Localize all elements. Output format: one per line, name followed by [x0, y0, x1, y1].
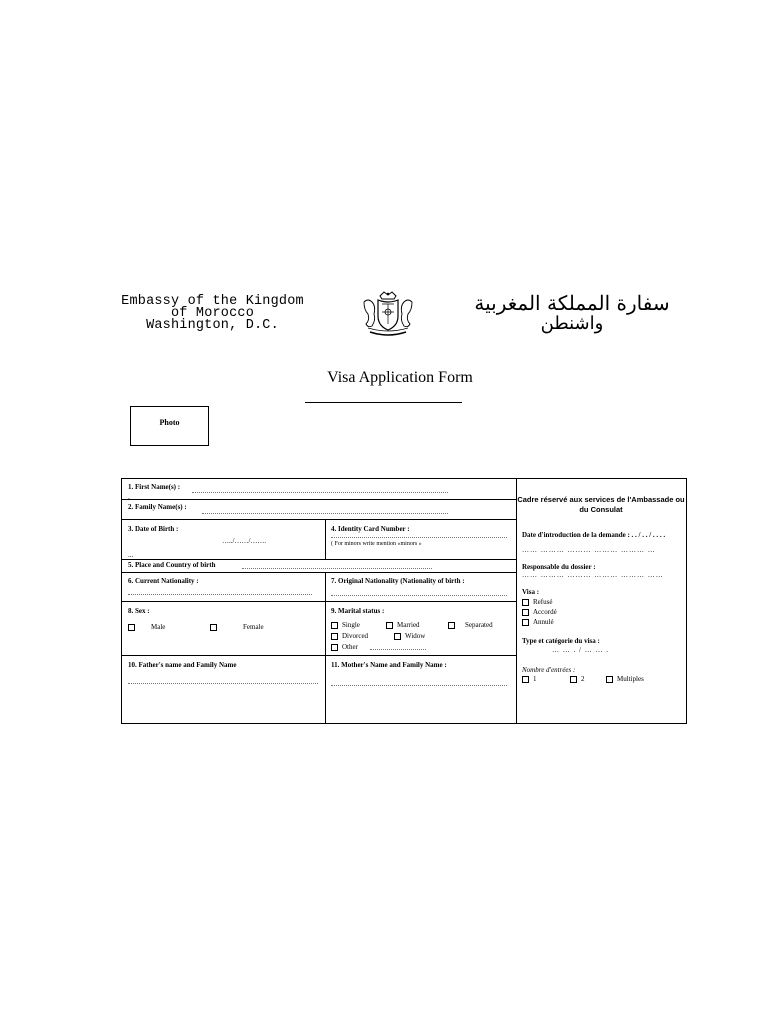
row-line-5: [122, 601, 516, 602]
form-title: Visa Application Form: [327, 369, 473, 386]
refuse-option[interactable]: [522, 598, 552, 606]
identity-field[interactable]: [331, 537, 507, 538]
female-label: Female: [243, 623, 264, 631]
identity-label: 4. Identity Card Number :: [331, 525, 410, 533]
annule-label: Annulé: [533, 618, 554, 626]
entry-2-checkbox[interactable]: [570, 676, 577, 683]
column-divider-row3: [325, 519, 326, 559]
married-option[interactable]: [386, 621, 420, 629]
photo-box: [130, 406, 209, 446]
responsable-dots: …… ……… ……… ……… ……… ……: [522, 571, 664, 579]
first-name-field[interactable]: [192, 492, 448, 493]
family-name-field[interactable]: [202, 513, 448, 514]
header-line-2: of Morocco: [170, 306, 254, 321]
row-line-3: [122, 559, 516, 560]
header-line-1: Embassy of the Kingdom: [121, 294, 304, 309]
divorced-label: Divorced: [342, 632, 369, 640]
single-option[interactable]: [331, 621, 360, 629]
widow-option[interactable]: [394, 632, 425, 640]
title-underline: [305, 402, 462, 403]
embassy-header: [80, 296, 345, 332]
marital-status-label: 9. Marital status :: [331, 607, 385, 615]
accorde-option[interactable]: [522, 608, 557, 616]
first-name-label: 1. First Name(s) :: [128, 483, 181, 491]
coat-of-arms-emblem: [358, 290, 418, 338]
other-checkbox[interactable]: [331, 644, 338, 651]
family-name-label: 2. Family Name(s) :: [128, 503, 187, 511]
current-nationality-label: 6. Current Nationality :: [128, 577, 199, 585]
visa-type-label: Type et catégorie du visa :: [522, 637, 600, 645]
entries-label: Nombre d'entrées :: [522, 666, 576, 674]
birth-place-label: 5. Place and Country of birth: [128, 561, 216, 569]
arabic-embassy-header: [472, 292, 672, 334]
sex-label: 8. Sex :: [128, 607, 150, 615]
official-use-title: Cadre réservé aux services de l'Ambassade ou du Consulat: [517, 495, 685, 514]
photo-label: Photo: [159, 418, 180, 427]
female-checkbox[interactable]: [210, 624, 217, 631]
married-checkbox[interactable]: [386, 622, 393, 629]
row-line-2: [122, 519, 516, 520]
date-introduction-label: Date d'introduction de la demande : . . / . . / . . . .: [522, 531, 666, 539]
accorde-label: Accordé: [533, 608, 557, 616]
mother-name-label: 11. Mother's Name and Family Name :: [331, 661, 447, 669]
accorde-checkbox[interactable]: [522, 609, 529, 616]
row-line-6: [122, 655, 516, 656]
visa-label: Visa :: [522, 588, 540, 596]
birth-place-field[interactable]: [242, 568, 432, 569]
original-nationality-label: 7. Original Nationality (Nationality of birth :: [331, 577, 465, 585]
multiples-checkbox[interactable]: [606, 676, 613, 683]
visa-type-dots: … … . / … … .: [552, 646, 609, 654]
entry-1-checkbox[interactable]: [522, 676, 529, 683]
dob-label: 3. Date of Birth :: [128, 525, 179, 533]
entry-2-label: 2: [581, 675, 585, 683]
multiples-option[interactable]: [606, 675, 644, 683]
row-line-4: [122, 572, 516, 573]
male-label: Male: [151, 623, 166, 631]
male-checkbox[interactable]: [128, 624, 135, 631]
separated-label: Separated: [465, 621, 493, 629]
female-option[interactable]: [210, 623, 264, 631]
separated-checkbox[interactable]: [448, 622, 455, 629]
row-line-1: [122, 499, 516, 500]
widow-checkbox[interactable]: [394, 633, 401, 640]
widow-label: Widow: [405, 632, 426, 640]
married-label: Married: [397, 621, 420, 629]
other-field[interactable]: [370, 649, 426, 650]
arabic-line-1: سفارة المملكة المغربية: [474, 291, 670, 315]
original-nationality-field[interactable]: [331, 595, 507, 596]
multiples-label: Multiples: [617, 675, 644, 683]
annule-checkbox[interactable]: [522, 619, 529, 626]
dob-marker: ...: [128, 551, 134, 559]
other-label: Other: [342, 643, 358, 651]
other-option[interactable]: [331, 643, 358, 651]
entry-1-label: 1: [533, 675, 537, 683]
divorced-option[interactable]: [331, 632, 368, 640]
entry-1-option[interactable]: [522, 675, 537, 683]
annule-option[interactable]: [522, 618, 554, 626]
application-form-table: [121, 478, 687, 724]
arabic-line-2: واشنطن: [540, 313, 604, 334]
entry-2-option[interactable]: [570, 675, 585, 683]
single-checkbox[interactable]: [331, 622, 338, 629]
father-name-field[interactable]: [128, 683, 318, 684]
refuse-checkbox[interactable]: [522, 599, 529, 606]
separated-option[interactable]: [448, 621, 493, 629]
header-line-3: Washington, D.C.: [146, 318, 279, 333]
refuse-label: Refusé: [533, 598, 553, 606]
responsable-label: Responsable du dossier :: [522, 563, 596, 571]
father-name-label: 10. Father's name and Family Name: [128, 661, 237, 669]
first-name-marker: .: [128, 493, 130, 501]
column-divider-lower: [325, 572, 326, 723]
identity-note: ( For minors write mention «minors »: [331, 541, 422, 547]
divorced-checkbox[interactable]: [331, 633, 338, 640]
dob-field[interactable]: …../……/…….: [222, 537, 267, 545]
single-label: Single: [342, 621, 360, 629]
mother-name-field[interactable]: [331, 685, 507, 686]
side-panel-divider: [516, 479, 517, 723]
male-option[interactable]: [128, 623, 165, 631]
date-introduction-dots: …… ……… ……… ……… ……… …: [522, 546, 656, 554]
current-nationality-field[interactable]: [128, 594, 312, 595]
